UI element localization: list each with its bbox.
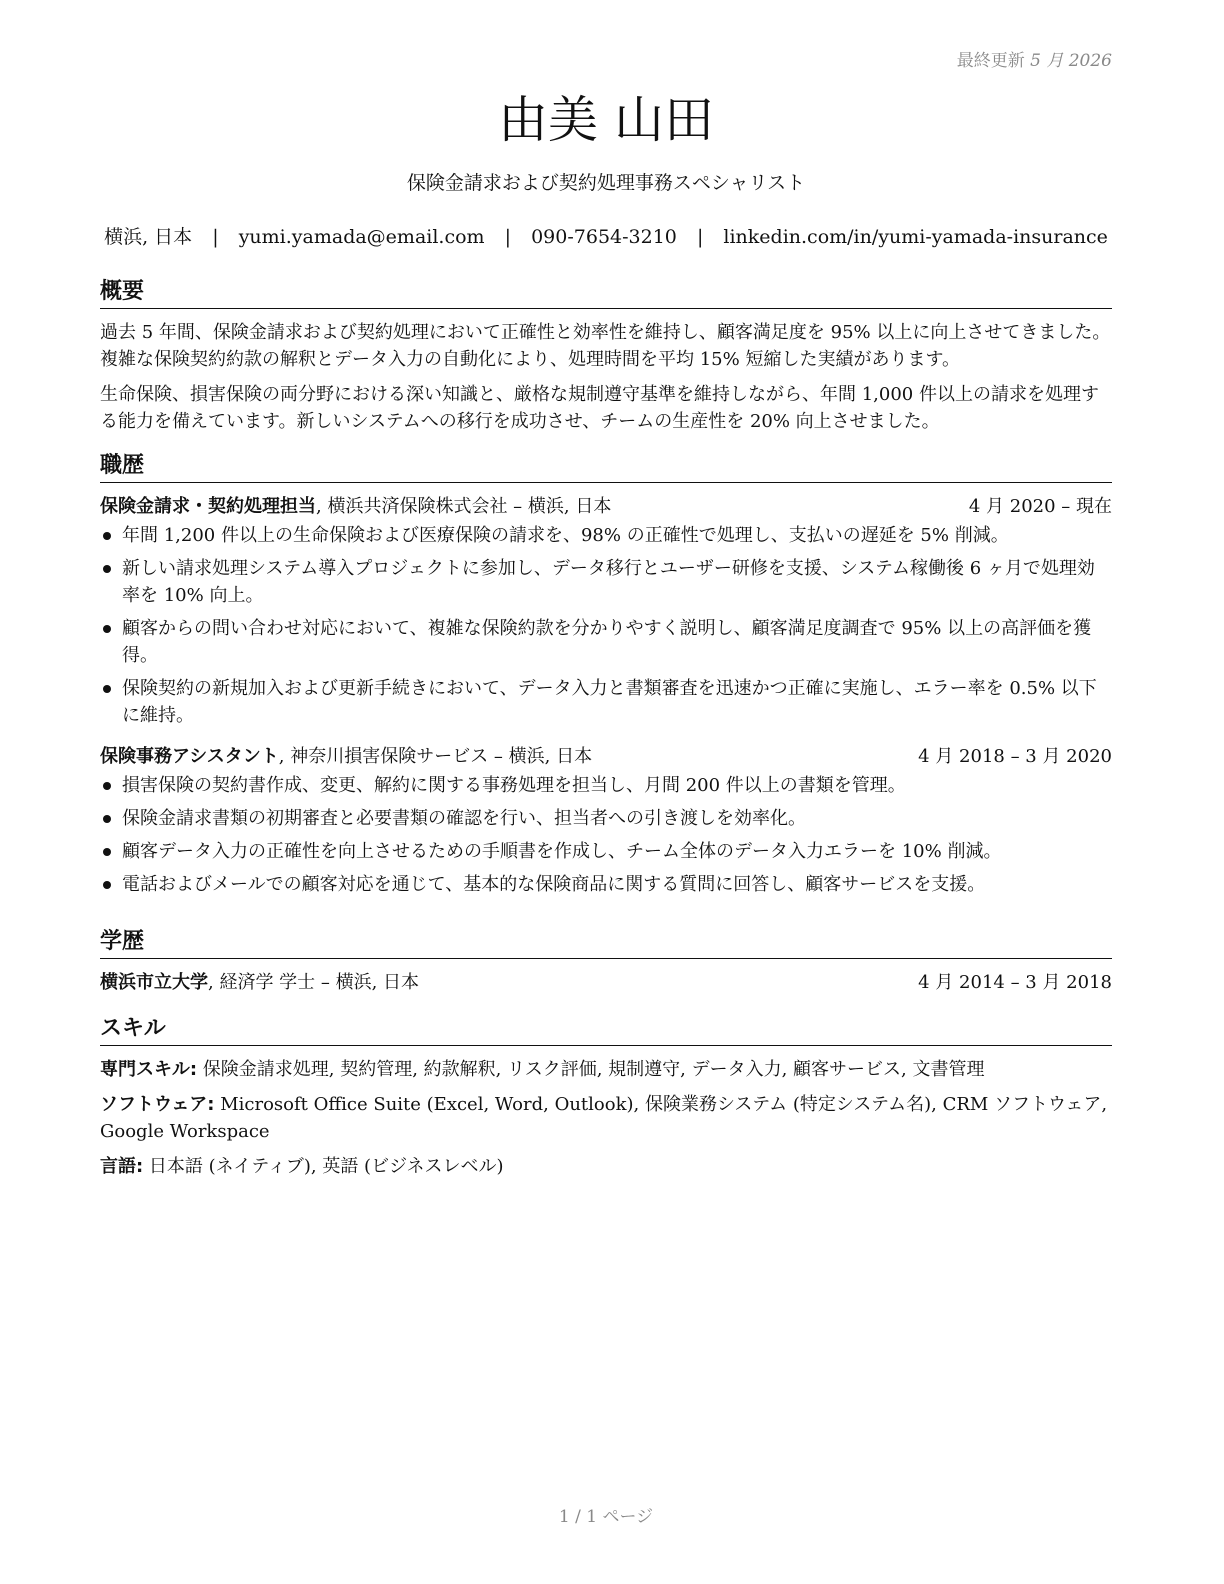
job-role: 保険事務アシスタント <box>100 746 279 767</box>
job-bullets <box>100 772 1112 898</box>
job-org: , 横浜共済保険株式会社 – 横浜, 日本 <box>316 496 612 517</box>
skill-label: 言語: <box>100 1156 144 1177</box>
job-entry <box>100 493 1112 729</box>
job-bullet <box>100 522 1112 549</box>
job-bullet-text: 顧客データ入力の正確性を向上させるための手順書を作成し、チーム全体のデータ入力エラーを 10% 削減。 <box>122 841 1002 862</box>
job-bullet-text: 保険金請求書類の初期審査と必要書類の確認を行い、担当者への引き渡しを効率化。 <box>122 808 806 829</box>
job-bullet-text: 新しい請求処理システム導入プロジェクトに参加し、データ移行とユーザー研修を支援、システム稼働後 6 ヶ月で処理効率を 10% 向上。 <box>122 558 1095 606</box>
contact-location: 横浜, 日本 <box>104 226 193 248</box>
contact-line <box>100 224 1112 250</box>
education-detail: , 経済学 学士 – 横浜, 日本 <box>208 972 420 993</box>
job-header <box>100 493 1112 520</box>
skill-label: ソフトウェア: <box>100 1094 215 1115</box>
job-header <box>100 743 1112 770</box>
job-bullet <box>100 772 1112 799</box>
job-bullet <box>100 555 1112 609</box>
job-title-line <box>100 493 611 520</box>
experience-title: 職歴 <box>100 452 1112 483</box>
education-title-line <box>100 969 419 996</box>
job-bullet-text: 保険契約の新規加入および更新手続きにおいて、データ入力と書類審査を迅速かつ正確に実施し、エラー率を 0.5% 以下に維持。 <box>122 678 1097 726</box>
job-bullet-text: 年間 1,200 件以上の生命保険および医療保険の請求を、98% の正確性で処理し、支払いの遅延を 5% 削減。 <box>122 525 1009 546</box>
job-dates: 4 月 2020 – 現在 <box>968 496 1112 517</box>
bullet-dot-icon <box>103 848 111 856</box>
contact-linkedin-link[interactable]: linkedin.com/in/yumi-yamada-insurance <box>723 226 1108 248</box>
last-updated-label: 最終更新 <box>956 51 1025 71</box>
education-section <box>100 928 1112 998</box>
skill-line <box>100 1153 1112 1180</box>
job-bullet-text: 顧客からの問い合わせ対応において、複雑な保険約款を分かりやすく説明し、顧客満足度調査で 95% 以上の高評価を獲得。 <box>122 618 1092 666</box>
job-dates: 4 月 2018 – 3 月 2020 <box>918 746 1112 767</box>
job-bullet <box>100 871 1112 898</box>
bullet-dot-icon <box>103 565 111 573</box>
candidate-headline: 保険金請求および契約処理事務スペシャリスト <box>406 172 806 194</box>
bullet-dot-icon <box>103 881 111 889</box>
summary-paragraph: 過去 5 年間、保険金請求および契約処理において正確性と効率性を維持し、顧客満足度を 95% 以上に向上させてきました。複雑な保険契約約款の解釈とデータ入力の自動化により、処理時間を平均 15% 短縮した実績があります。 <box>100 322 1111 370</box>
contact-phone: 090-7654-3210 <box>531 226 677 248</box>
job-org: , 神奈川損害保険サービス – 横浜, 日本 <box>278 746 593 767</box>
bullet-dot-icon <box>103 782 111 790</box>
job-bullets <box>100 522 1112 729</box>
contact-separator: | <box>212 226 219 248</box>
job-bullet-text: 電話およびメールでの顧客対応を通じて、基本的な保険商品に関する質問に回答し、顧客サービスを支援。 <box>122 874 986 895</box>
job-bullet-text: 損害保険の契約書作成、変更、解約に関する事務処理を担当し、月間 200 件以上の書類を管理。 <box>122 775 906 796</box>
skills-title: スキル <box>100 1015 1112 1046</box>
skill-value: 日本語 (ネイティブ), 英語 (ビジネスレベル) <box>143 1156 504 1177</box>
job-bullet <box>100 838 1112 865</box>
page-indicator: 1 / 1 ページ <box>558 1507 654 1527</box>
experience-section <box>100 452 1112 904</box>
skill-label: 専門スキル: <box>100 1059 198 1080</box>
education-entry <box>100 969 1112 996</box>
bullet-dot-icon <box>103 625 111 633</box>
skill-value: Microsoft Office Suite (Excel, Word, Outlook), 保険業務システム (特定システム名), CRM ソフトウェア, Google Workspace <box>100 1094 1108 1142</box>
contact-separator: | <box>696 226 704 248</box>
summary-paragraph: 生命保険、損害保険の両分野における深い知識と、厳格な規制遵守基準を維持しながら、年間 1,000 件以上の請求を処理する能力を備えています。新しいシステムへの移行を成功させ、チームの生産性を 20% 向上させました。 <box>100 384 1099 432</box>
candidate-name: 由美 山田 <box>498 91 714 149</box>
contact-email-link[interactable]: yumi.yamada@email.com <box>238 226 485 248</box>
resume-page <box>100 0 1112 1584</box>
job-entry <box>100 743 1112 898</box>
bullet-dot-icon <box>103 685 111 693</box>
bullet-dot-icon <box>103 815 111 823</box>
skills-section <box>100 1015 1112 1188</box>
education-title: 学歴 <box>100 928 1112 959</box>
job-role: 保険金請求・契約処理担当 <box>100 496 316 517</box>
job-bullet <box>100 805 1112 832</box>
job-title-line <box>100 743 592 770</box>
summary-section <box>100 278 1112 443</box>
skill-line <box>100 1091 1112 1145</box>
job-bullet <box>100 675 1112 729</box>
last-updated-date: 5 月 2026 <box>1030 51 1112 71</box>
job-bullet <box>100 615 1112 669</box>
summary-title: 概要 <box>100 278 1112 309</box>
skill-line <box>100 1056 1112 1083</box>
education-school: 横浜市立大学 <box>100 972 208 993</box>
bullet-dot-icon <box>103 532 111 540</box>
skill-value: 保険金請求処理, 契約管理, 約款解釈, リスク評価, 規制遵守, データ入力, 顧客サービス, 文書管理 <box>197 1059 985 1080</box>
education-dates: 4 月 2014 – 3 月 2018 <box>918 972 1112 993</box>
contact-separator: | <box>504 226 512 248</box>
last-updated <box>957 46 1112 71</box>
